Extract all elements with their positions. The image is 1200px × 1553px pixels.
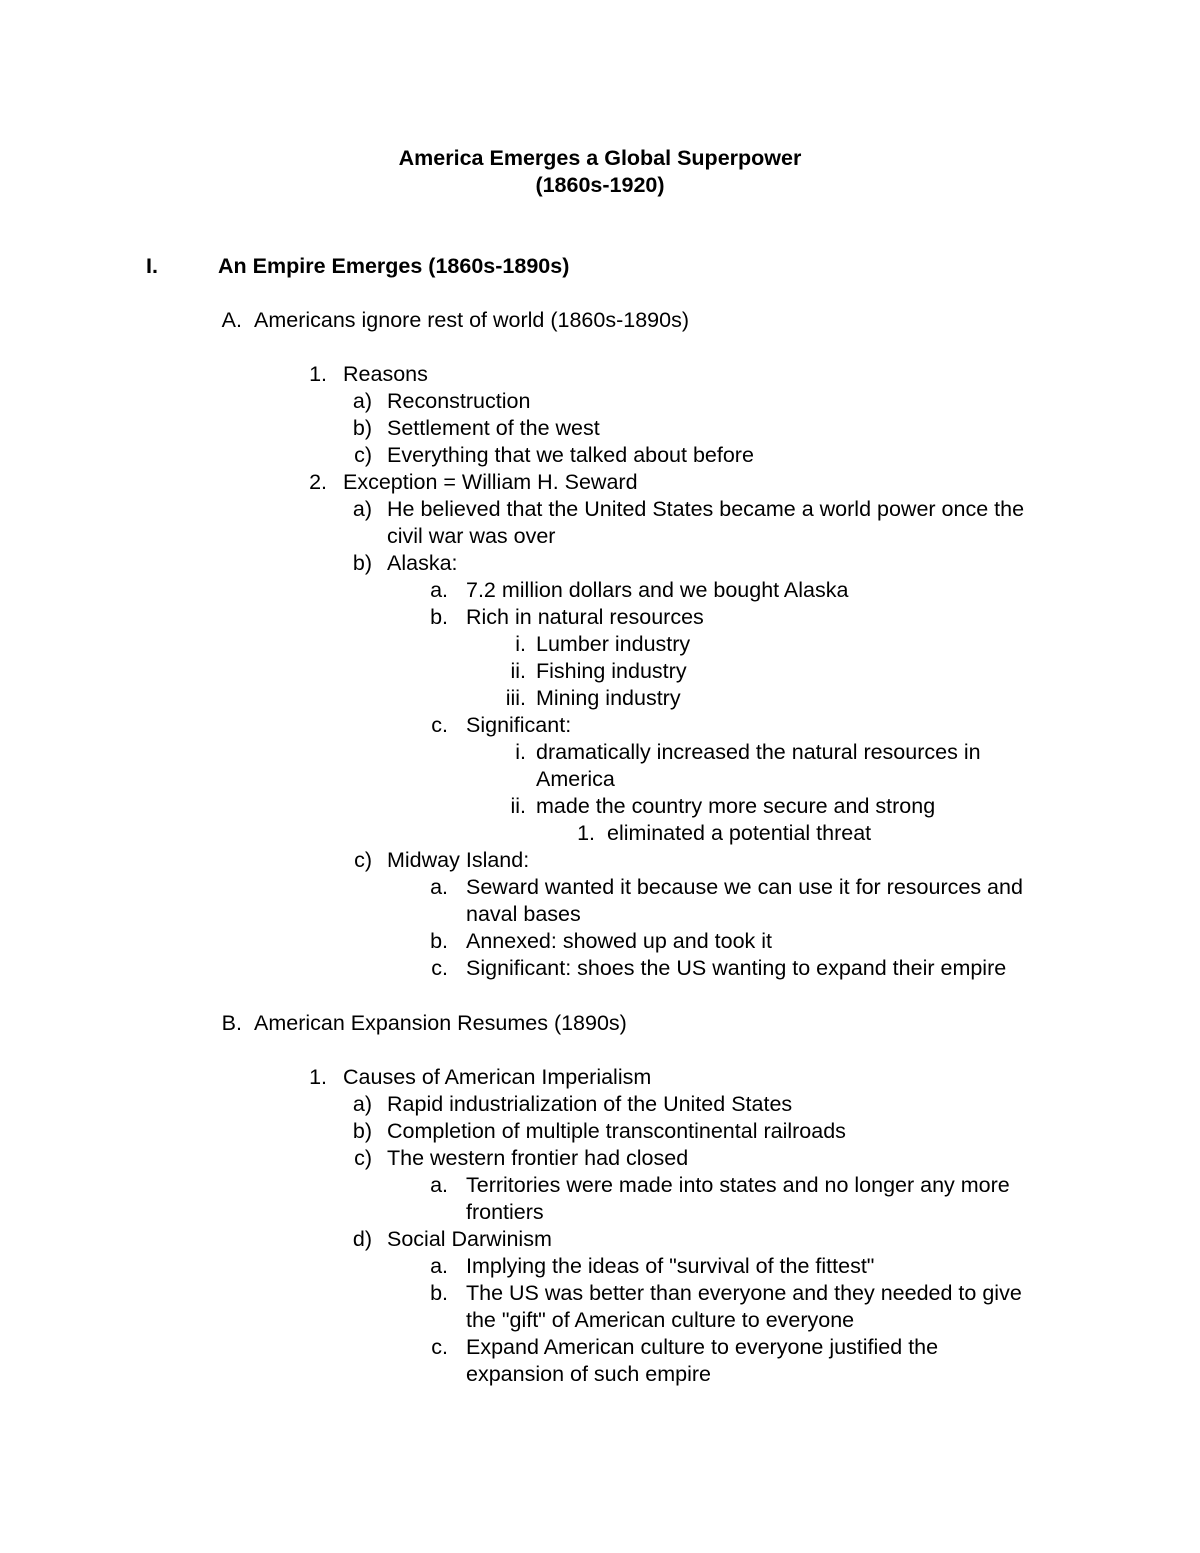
list-item: Significant: bbox=[466, 713, 572, 737]
list-marker: 1. bbox=[577, 821, 595, 845]
list-marker: b. bbox=[430, 605, 448, 629]
list-marker: d) bbox=[352, 1227, 372, 1251]
list-marker: a. bbox=[430, 1254, 448, 1278]
list-marker: b) bbox=[352, 1119, 372, 1143]
list-item-continuation: America bbox=[536, 767, 615, 791]
list-marker: a. bbox=[430, 1173, 448, 1197]
subsection-heading: American Expansion Resumes (1890s) bbox=[254, 1011, 627, 1035]
list-item-continuation: civil war was over bbox=[387, 524, 556, 548]
list-marker: ii. bbox=[510, 659, 526, 683]
list-marker: a) bbox=[352, 389, 372, 413]
list-item: Lumber industry bbox=[536, 632, 691, 656]
list-item: Midway Island: bbox=[387, 848, 530, 872]
list-item: Seward wanted it because we can use it for resources and bbox=[466, 875, 1023, 899]
list-item: Settlement of the west bbox=[387, 416, 600, 440]
list-marker: c. bbox=[431, 1335, 448, 1359]
list-marker: a. bbox=[430, 875, 448, 899]
list-item: Annexed: showed up and took it bbox=[466, 929, 772, 953]
list-marker: iii. bbox=[505, 686, 526, 710]
list-marker: A. bbox=[221, 308, 242, 332]
list-item: Alaska: bbox=[387, 551, 458, 575]
section-heading: An Empire Emerges (1860s-1890s) bbox=[218, 254, 570, 278]
list-marker: b) bbox=[352, 551, 372, 575]
list-item-continuation: expansion of such empire bbox=[466, 1362, 712, 1386]
list-marker: c) bbox=[354, 443, 372, 467]
list-item: Significant: shoes the US wanting to expand their empire bbox=[466, 956, 1007, 980]
list-marker: c. bbox=[431, 956, 448, 980]
list-item: Social Darwinism bbox=[387, 1227, 552, 1251]
list-item: eliminated a potential threat bbox=[607, 821, 872, 845]
list-item: He believed that the United States became a world power once the bbox=[387, 497, 1025, 521]
list-marker: b. bbox=[430, 929, 448, 953]
list-item: made the country more secure and strong bbox=[536, 794, 936, 818]
list-item: dramatically increased the natural resources in bbox=[536, 740, 981, 764]
list-item: Implying the ideas of "survival of the fittest" bbox=[466, 1254, 875, 1278]
list-marker: b. bbox=[430, 1281, 448, 1305]
list-item: The US was better than everyone and they needed to give bbox=[466, 1281, 1022, 1305]
document-title: America Emerges a Global Superpower bbox=[398, 146, 802, 170]
list-item-continuation: naval bases bbox=[466, 902, 581, 926]
list-item-continuation: the "gift" of American culture to everyone bbox=[466, 1308, 855, 1332]
list-item-continuation: frontiers bbox=[466, 1200, 544, 1224]
list-item: Fishing industry bbox=[536, 659, 687, 683]
list-item: 7.2 million dollars and we bought Alaska bbox=[466, 578, 849, 602]
list-marker: 1. bbox=[309, 362, 327, 386]
list-marker: B. bbox=[221, 1011, 242, 1035]
document-subtitle: (1860s-1920) bbox=[535, 173, 665, 197]
list-item: Reconstruction bbox=[387, 389, 531, 413]
list-item: Reasons bbox=[343, 362, 428, 386]
list-item: Exception = William H. Seward bbox=[343, 470, 638, 494]
list-item: Territories were made into states and no longer any more bbox=[466, 1173, 1010, 1197]
list-marker: ii. bbox=[510, 794, 526, 818]
list-item: Rich in natural resources bbox=[466, 605, 704, 629]
list-item: Completion of multiple transcontinental railroads bbox=[387, 1119, 846, 1143]
list-item: Causes of American Imperialism bbox=[343, 1065, 652, 1089]
list-marker: c) bbox=[354, 848, 372, 872]
section-marker: I. bbox=[146, 254, 158, 278]
list-marker: c) bbox=[354, 1146, 372, 1170]
list-marker: c. bbox=[431, 713, 448, 737]
list-item: Expand American culture to everyone justified the bbox=[466, 1335, 939, 1359]
list-marker: a) bbox=[352, 1092, 372, 1116]
list-marker: b) bbox=[352, 416, 372, 440]
list-item: Everything that we talked about before bbox=[387, 443, 754, 467]
list-marker: a. bbox=[430, 578, 448, 602]
list-item: Rapid industrialization of the United States bbox=[387, 1092, 793, 1116]
list-marker: 1. bbox=[309, 1065, 327, 1089]
list-marker: 2. bbox=[309, 470, 327, 494]
list-marker: a) bbox=[352, 497, 372, 521]
list-item: Mining industry bbox=[536, 686, 681, 710]
list-marker: i. bbox=[515, 632, 526, 656]
subsection-heading: Americans ignore rest of world (1860s-1890s) bbox=[254, 308, 689, 332]
list-marker: i. bbox=[515, 740, 526, 764]
list-item: The western frontier had closed bbox=[387, 1146, 689, 1170]
